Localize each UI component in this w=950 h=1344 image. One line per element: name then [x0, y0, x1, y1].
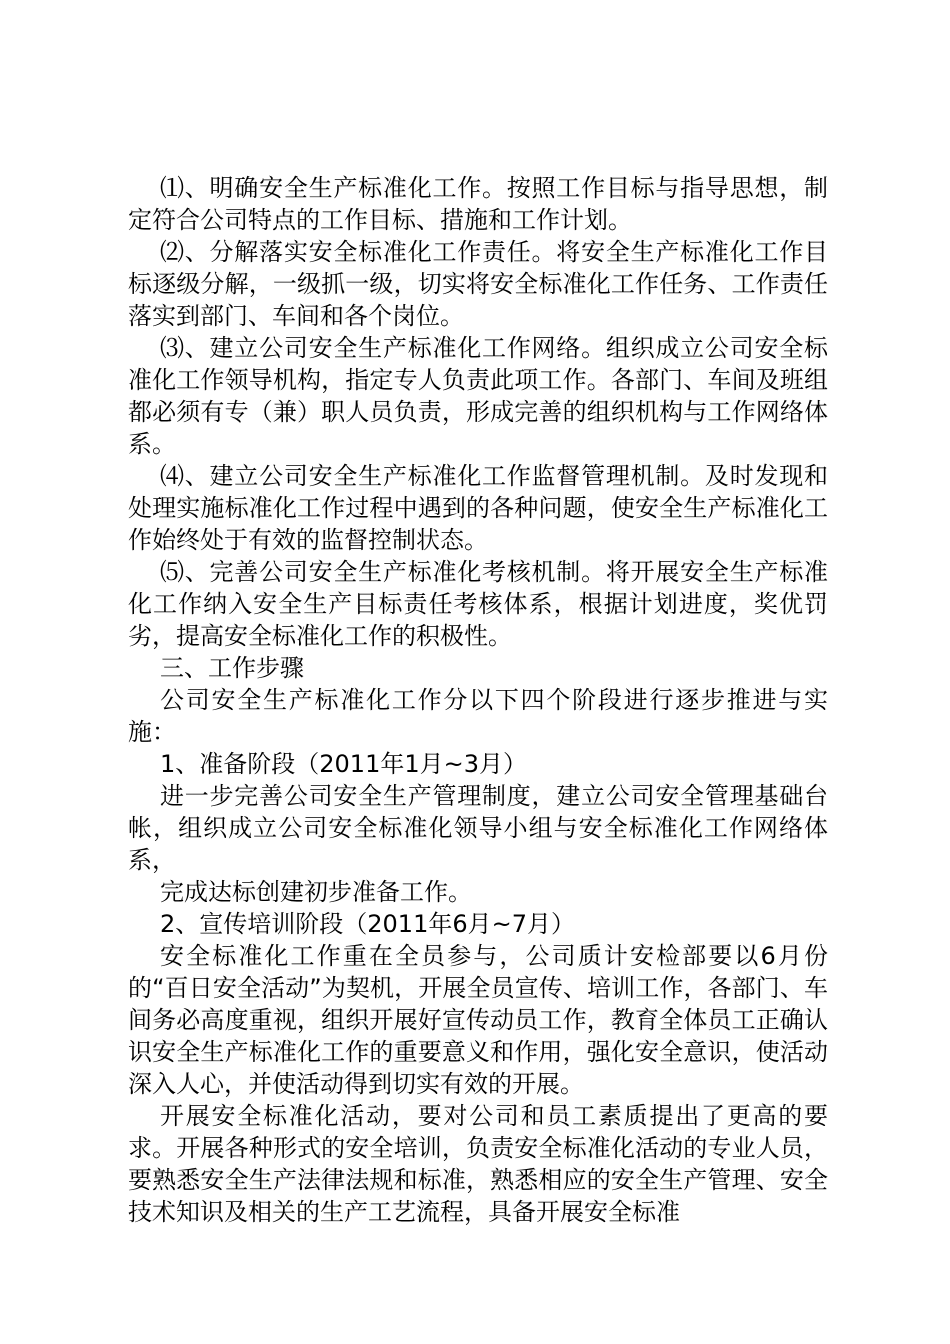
- paragraph-item-3: ⑶、建立公司安全生产标准化工作网络。组织成立公司安全标准化工作领导机构，指定专人负责此项工作。各部门、车间及班组都必须有专（兼）职人员负责，形成完善的组织机构与工作网络体系。: [128, 334, 828, 458]
- document-body: [128, 172, 828, 1228]
- stage-heading-training: 2、宣传培训阶段（2011年6月~7月）: [160, 910, 575, 938]
- paragraph-preparation: 进一步完善公司安全生产管理制度，建立公司安全管理基础台帐，组织成立公司安全标准化领导小组与安全标准化工作网络体系，: [128, 782, 828, 874]
- paragraph-item-4: ⑷、建立公司安全生产标准化工作监督管理机制。及时发现和处理实施标准化工作过程中遇到的各种问题，使安全生产标准化工作始终处于有效的监督控制状态。: [128, 462, 828, 554]
- paragraph-steps-intro: 公司安全生产标准化工作分以下四个阶段进行逐步推进与实施：: [128, 686, 828, 746]
- paragraph-item-1: ⑴、明确安全生产标准化工作。按照工作目标与指导思想，制定符合公司特点的工作目标、措施和工作计划。: [128, 174, 828, 234]
- paragraph-training-1: 安全标准化工作重在全员参与，公司质计安检部要以6月份的“百日安全活动”为契机，开展全员宣传、培训工作，各部门、车间务必高度重视，组织开展好宣传动员工作，教育全体员工正确认识安全生产标准化工作的重要意义和作用，强化安全意识，使活动深入人心，并使活动得到切实有效的开展。: [128, 942, 828, 1098]
- paragraph-item-5: ⑸、完善公司安全生产标准化考核机制。将开展安全生产标准化工作纳入安全生产目标责任考核体系，根据计划进度，奖优罚劣，提高安全标准化工作的积极性。: [128, 558, 828, 650]
- paragraph-preparation-complete: 完成达标创建初步准备工作。: [160, 878, 472, 906]
- paragraph-item-2: ⑵、分解落实安全标准化工作责任。将安全生产标准化工作目标逐级分解，一级抓一级，切实将安全标准化工作任务、工作责任落实到部门、车间和各个岗位。: [128, 238, 828, 330]
- section-heading-work-steps: 三、工作步骤: [160, 654, 304, 682]
- stage-heading-preparation: 1、准备阶段（2011年1月~3月）: [160, 750, 527, 778]
- paragraph-training-2: 开展安全标准化活动，要对公司和员工素质提出了更高的要求。开展各种形式的安全培训，负责安全标准化活动的专业人员，要熟悉安全生产法律法规和标准，熟悉相应的安全生产管理、安全技术知识及相关的生产工艺流程，具备开展安全标准: [128, 1102, 828, 1226]
